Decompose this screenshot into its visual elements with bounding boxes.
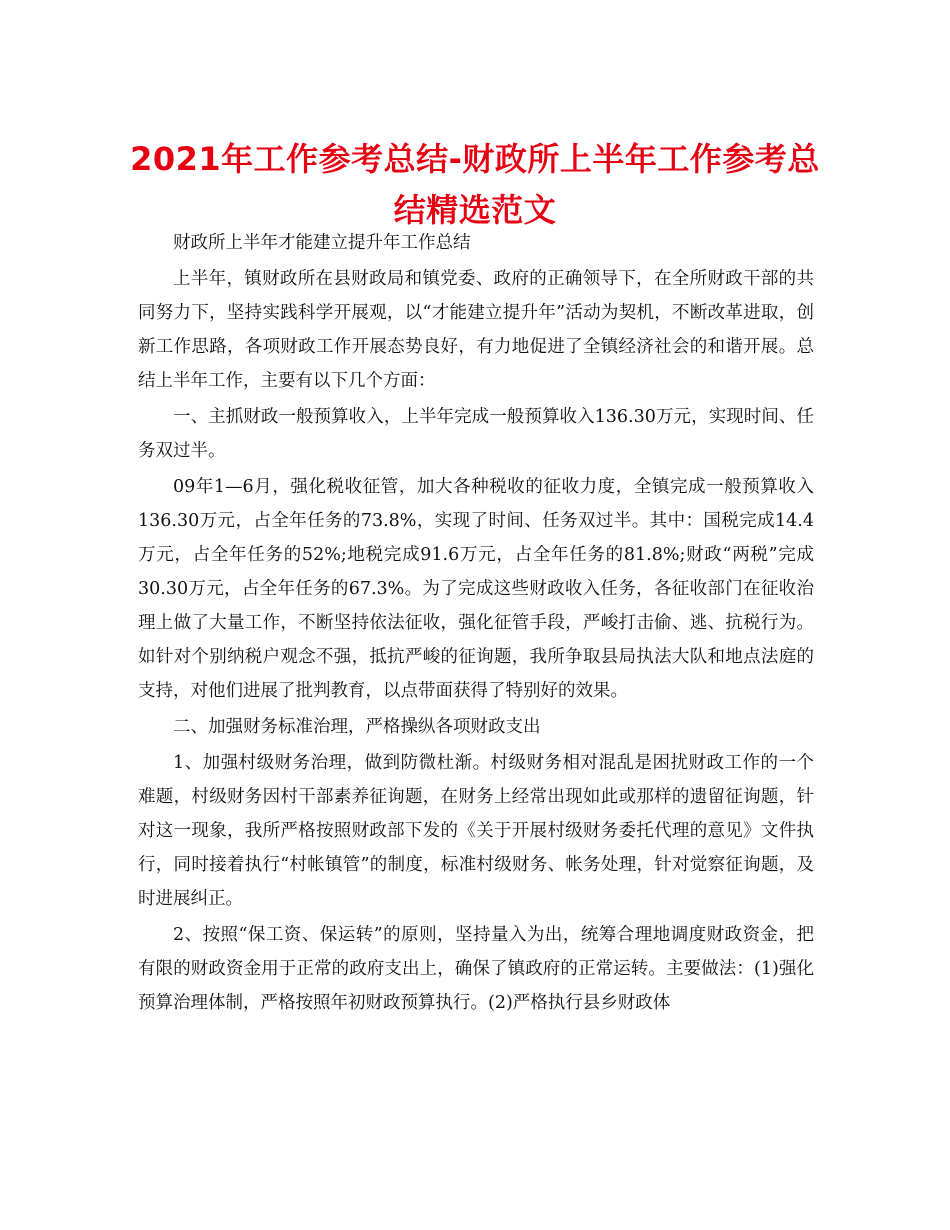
paragraph-subtitle: 财政所上半年才能建立提升年工作总结 <box>173 233 471 253</box>
paragraph-intro: 上半年，镇财政所在县财政局和镇党委、政府的正确领导下，在全所财政干部的共同努力下，坚持实践科学开展观，以“才能建立提升年”活动为契机，不断改革进取，创新工作思路，各项财政工作开展态势良好，有力地促进了全镇经济社会的和谐开展。总结上半年工作，主要有以下几个方面： <box>138 269 814 391</box>
document-title: 2021年工作参考总结-财政所上半年工作参考总结精选范文 <box>130 140 820 229</box>
paragraph-item-1: 1、加强村级财务治理，做到防微杜渐。村级财务相对混乱是困扰财政工作的一个难题，村级财务因村干部素养征询题，在财务上经常出现如此或那样的遗留征询题，针对这一现象，我所严格按照财政部下发的《关于开展村级财务委托代理的意见》文件执行，同时接着执行“村帐镇管”的制度，标准村级财务、帐务处理，针对觉察征询题，及时进展纠正。 <box>138 753 814 909</box>
paragraph-tax-details: 09年1—6月，强化税收征管，加大各种税收的征收力度，全镇完成一般预算收入136.30万元，占全年任务的73.8%，实现了时间、任务双过半。其中：国税完成14.4万元，占全年任务的52%;地税完成91.6万元，占全年任务的81.8%;财政“两税”完成30.30万元，占全年任务的67.3%。为了完成这些财政收入任务，各征收部门在征收治理上做了大量工作，不断坚持依法征收，强化征管手段，严峻打击偷、逃、抗税行为。如针对个别纳税户观念不强，抵抗严峻的征询题，我所争取县局执法大队和地点法庭的支持，对他们进展了批判教育，以点带面获得了特别好的效果。 <box>138 477 814 701</box>
paragraph-item-2: 2、按照“保工资、保运转”的原则，坚持量入为出，统筹合理地调度财政资金，把有限的财政资金用于正常的政府支出上，确保了镇政府的正常运转。主要做法：(1)强化预算治理体制，严格按照年初财政预算执行。(2)严格执行县乡财政体 <box>138 925 814 1013</box>
paragraph-section-1: 一、主抓财政一般预算收入，上半年完成一般预算收入136.30万元，实现时间、任务双过半。 <box>138 407 814 461</box>
document-body <box>138 226 814 1020</box>
paragraph-section-2: 二、加强财务标准治理，严格操纵各项财政支出 <box>173 717 541 737</box>
